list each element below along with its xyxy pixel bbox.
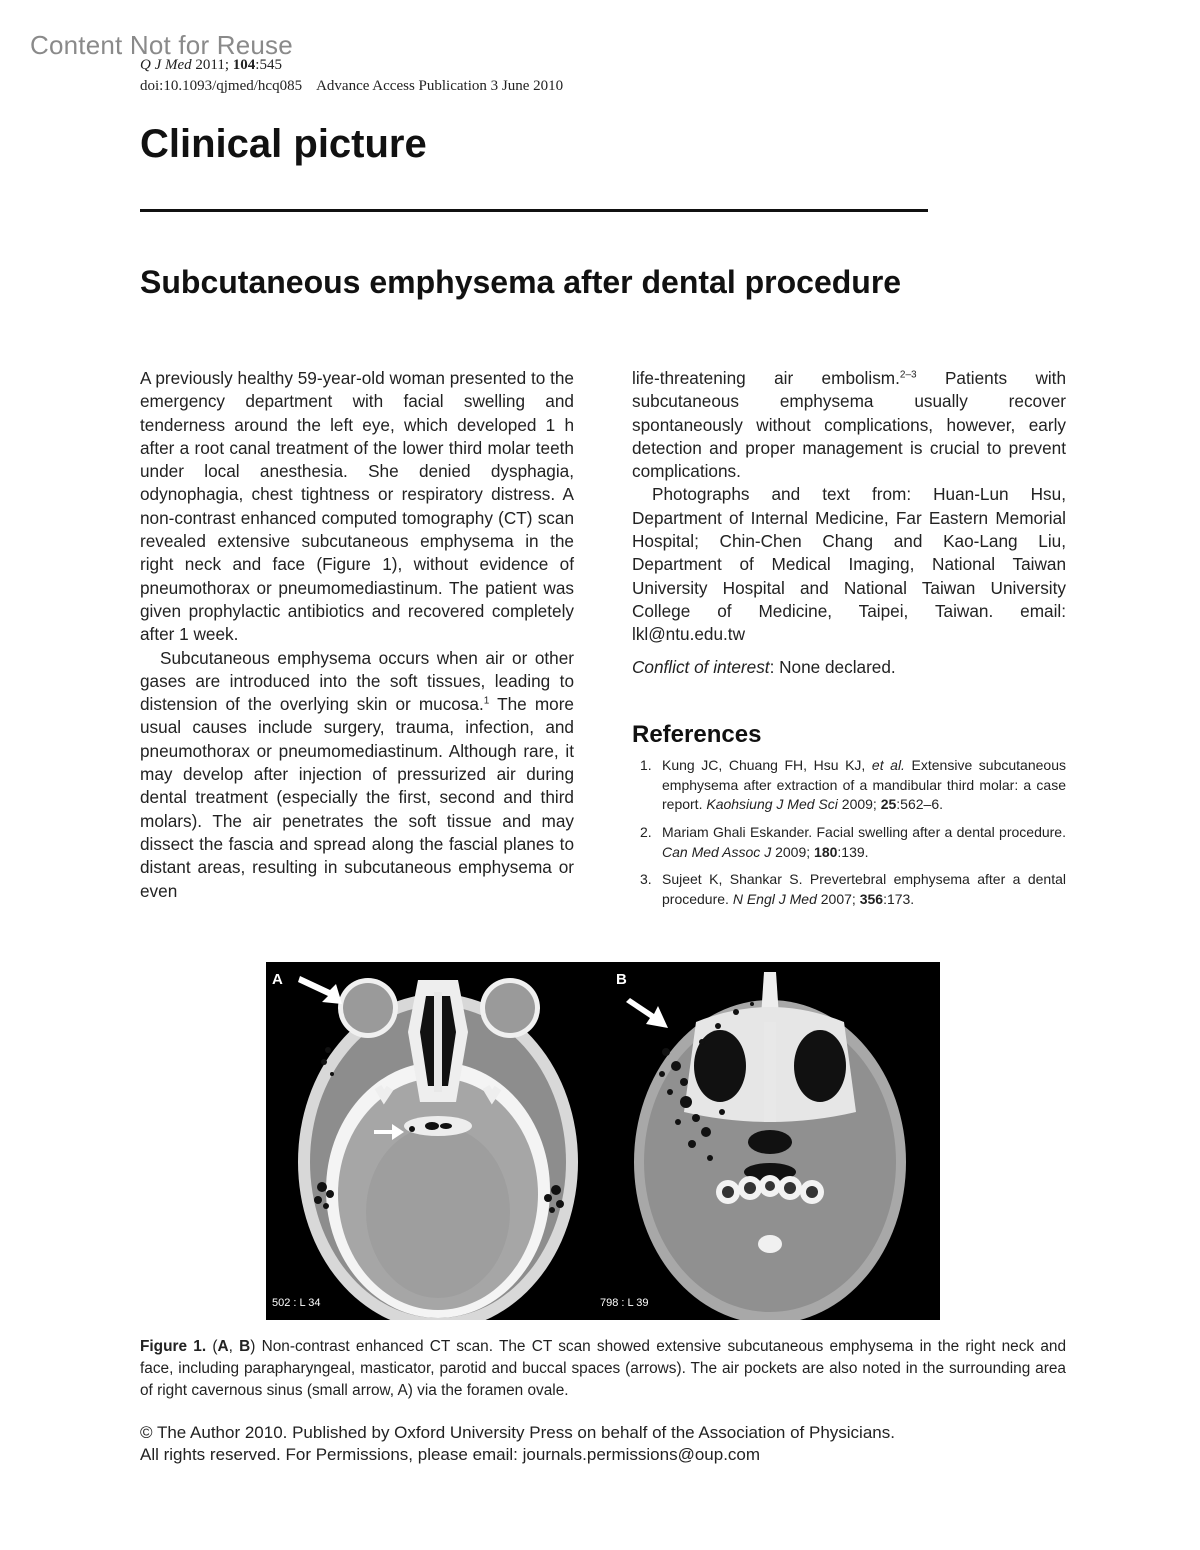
reference-item	[632, 823, 1066, 862]
doi-line	[140, 76, 563, 97]
citation-superscript: 2–3	[899, 369, 917, 381]
copyright-line-1: © The Author 2010. Published by Oxford University Press on behalf of the Association of Physicians.	[140, 1423, 895, 1442]
reference-volume: 356	[859, 890, 884, 907]
references-heading: References	[632, 720, 762, 748]
reference-authors: Kung JC, Chuang FH, Hsu KJ,	[662, 757, 872, 774]
reference-volume: 25	[880, 796, 897, 813]
body-column-right	[632, 367, 1066, 917]
caption-sep: ,	[228, 1338, 240, 1355]
reference-pages: :139.	[837, 843, 869, 860]
reference-journal: Can Med Assoc J	[662, 843, 772, 860]
reference-number: 2.	[640, 823, 652, 840]
reference-item	[632, 870, 1066, 909]
author-affiliation: Photographs and text from: Huan-Lun Hsu, Department of Internal Medicine, Far Eastern Memorial Hospital; Chin-Chen Chang and Kao-Lang Liu, Department of Medical Imaging, National Taiwan University Hospital and National Taiwan University College of Medicine, Taipei, Taiwan. email: lkl@ntu.edu.tw	[632, 484, 1066, 645]
caption-panel-a: A	[217, 1338, 229, 1355]
doi: doi:10.1093/qjmed/hcq085	[140, 78, 303, 94]
ct-scan-image	[266, 962, 940, 1320]
ct-figure	[266, 962, 940, 1320]
window-level-a: 502 : L 34	[272, 1297, 321, 1309]
reference-pages: :173.	[883, 890, 915, 907]
body-paragraph-3-text-b: Patients with subcutaneous emphysema usually recover spontaneously without complications, however, early detection and proper management is crucial to prevent complications.	[632, 368, 1067, 482]
copyright-line-2: All rights reserved. For Permissions, please email: journals.permissions@oup.com	[140, 1445, 761, 1464]
conflict-of-interest	[632, 656, 1066, 679]
body-paragraph-3-text-a: life-threatening air embolism.	[632, 368, 900, 388]
body-paragraph-1: A previously healthy 59-year-old woman presented to the emergency department with facial swelling and tenderness around the left eye, which developed 1 h after a root canal treatment of the lower third molar teeth under local anesthesia. She denied dysphagia, odynophagia, chest tightness or respiratory distress. A non-contrast enhanced computed tomography (CT) scan revealed extensive subcutaneous emphysema in the right neck and face (Figure 1), without evidence of pneumothorax or pneumomediastinum. The patient was given prophylactic antibiotics and recovered completely after 1 week.	[140, 368, 574, 645]
title-rule	[140, 209, 928, 212]
reference-number: 3.	[640, 871, 652, 888]
citation-volume: 104	[232, 57, 256, 73]
reference-year: 2007;	[816, 890, 860, 907]
reference-title: Extensive subcutaneous emphysema after extraction of a mandibular third molar: a case report.	[662, 757, 1066, 813]
body-paragraph-2	[140, 647, 574, 903]
window-level-b: 798 : L 39	[600, 1297, 649, 1309]
conflict-label: Conflict of interest	[632, 656, 770, 677]
reference-item	[632, 756, 1066, 815]
body-paragraph-3	[632, 367, 1066, 483]
reference-journal: Kaohsiung J Med Sci	[706, 796, 838, 813]
body-paragraph-2-text-b: The more usual causes include surgery, trauma, infection, and pneumothorax or pneumomediastinum. Although rare, it may develop after injection of pressurized air during dental treatment (especially the first, second and third molars). The air penetrates the soft tissue and may dissect the fascia and spread along the fascial planes to distant areas, resulting in subcutaneous emphysema or even	[140, 694, 574, 901]
panel-b-label: B	[616, 971, 627, 988]
reference-authors: Sujeet K, Shankar S.	[662, 871, 803, 888]
section-title: Clinical picture	[140, 122, 427, 166]
references-list	[632, 756, 1066, 909]
reference-title: Facial swelling after a dental procedure.	[812, 823, 1066, 840]
reference-journal: N Engl J Med	[732, 890, 817, 907]
citation-page: :545	[255, 57, 282, 73]
caption-text: ) Non-contrast enhanced CT scan. The CT scan showed extensive subcutaneous emphysema in the right neck and face, including parapharyngeal, masticator, parotid and buccal spaces (arrows). The air pockets are also noted in the surrounding area of right cavernous sinus (small arrow, A) via the foramen ovale.	[140, 1338, 1067, 1399]
caption-panel-b: B	[239, 1338, 251, 1355]
figure-caption	[140, 1336, 1066, 1402]
reference-title: Prevertebral emphysema after a dental procedure.	[662, 871, 1066, 907]
caption-paren: (	[206, 1338, 218, 1355]
panel-a-label: A	[272, 971, 283, 988]
citation-superscript: 1	[483, 695, 490, 707]
watermark: Content Not for Reuse	[30, 30, 293, 60]
reference-year: 2009;	[837, 796, 881, 813]
article-title: Subcutaneous emphysema after dental procedure	[140, 264, 902, 300]
reference-authors: Mariam Ghali Eskander.	[662, 823, 813, 840]
caption-label: Figure 1.	[140, 1338, 207, 1355]
copyright-notice	[140, 1422, 895, 1466]
access-date: Advance Access Publication 3 June 2010	[316, 78, 564, 94]
reference-volume: 180	[814, 843, 838, 860]
body-paragraph-2-text-a: Subcutaneous emphysema occurs when air or other gases are introduced into the soft tissues, leading to distension of the overlying skin or mucosa.	[140, 647, 574, 715]
reference-etal: et al.	[871, 757, 905, 774]
conflict-text: : None declared.	[769, 656, 896, 677]
reference-pages: :562–6.	[896, 796, 944, 813]
citation-year: 2011;	[191, 57, 233, 73]
reference-number: 1.	[640, 757, 652, 774]
body-column-left	[140, 367, 574, 903]
reference-year: 2009;	[771, 843, 815, 860]
journal-name: Q J Med	[140, 57, 192, 73]
citation-line	[140, 55, 563, 76]
citation-header	[140, 55, 563, 97]
